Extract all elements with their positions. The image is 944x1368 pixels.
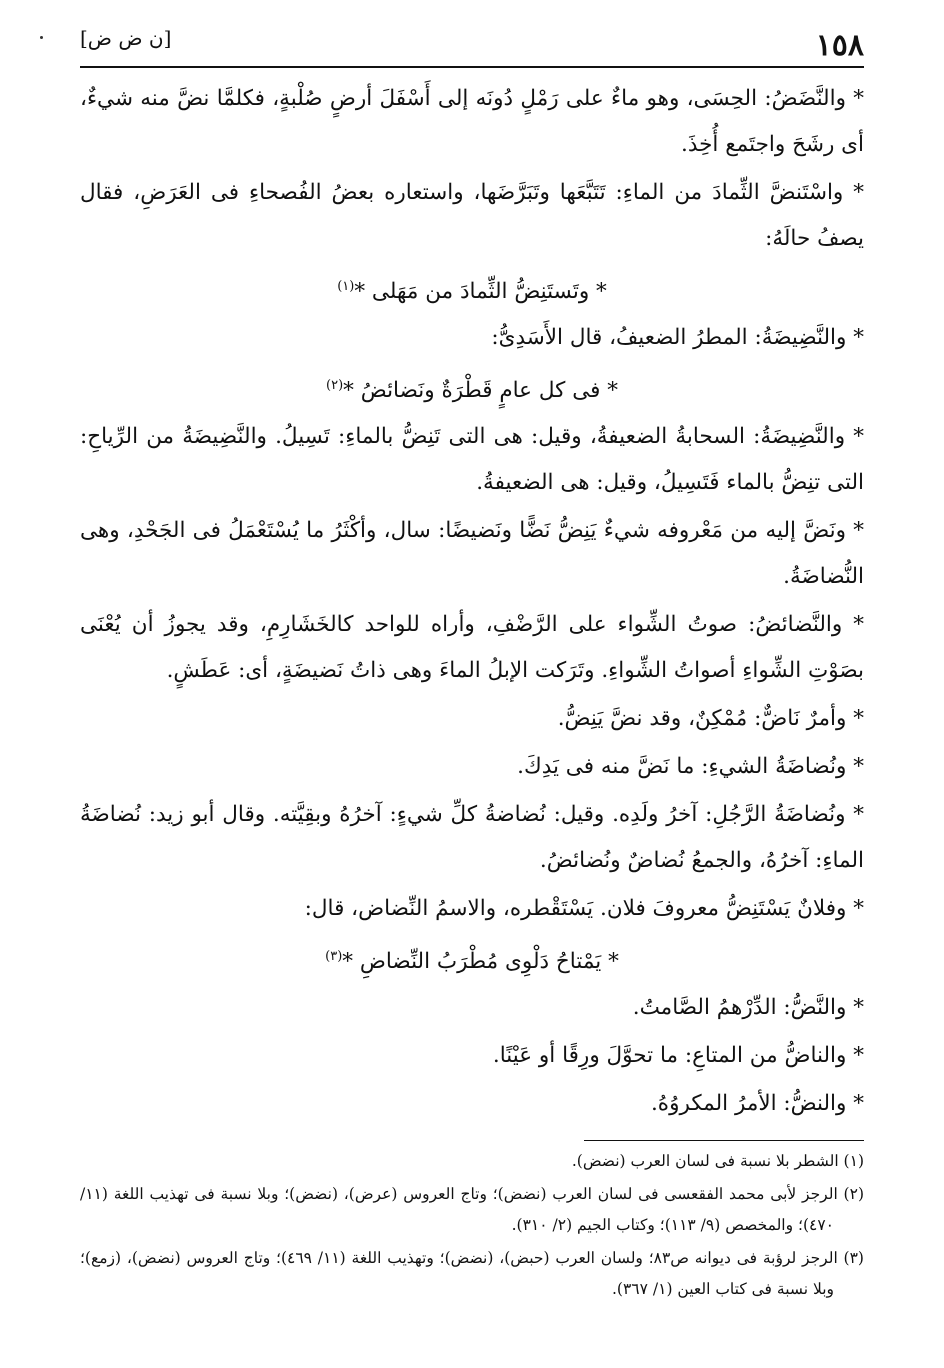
main-text bbox=[80, 76, 864, 1129]
header-divider bbox=[80, 66, 864, 68]
verse-text: * يَمْتاحُ دَلْوِى مُطْرَبُ النِّضاضِ * bbox=[342, 949, 619, 975]
entry-nadad: * والنَّضَضُ: الحِسَى، وهو ماءٌ على رَمْلٍ دُونَه إلى أَسْفَلَ أرضٍ صُلْبةٍ، فكلمَّا نضَّ منه شيءٌ، أى رشَحَ واجتَمع أُخِذَ. bbox=[80, 86, 864, 157]
footnote: (٣) الرجز لرؤبة فى ديوانه ص٨٣؛ ولسان العرب (حبض)، (نضض)؛ وتهذيب اللغة (١١/ ٤٦٩)؛ وتاج العروس (نضض)، (زمع)؛ وبلا نسبة فى كتاب العين (١/ ٣٦٧). bbox=[80, 1249, 864, 1298]
footnote: (٢) الرجز لأبى محمد الفقعسى فى لسان العرب (نضض)؛ وتاج العروس (عرض)، (نضض)؛ وبلا نسبة فى تهذيب اللغة (١١/ ٤٧٠)؛ والمخصص (٩/ ١١٣)؛ وكتاب الجيم (٢/ ٣١٠). bbox=[80, 1185, 864, 1234]
verse-text: * وتَستَنِضُّ الثِّمادَ من مَهَلى * bbox=[354, 279, 607, 305]
entry-nadida-cloud: * والنَّضِيضَةُ: السحابةُ الضعيفةُ، وقيل: هى التى تَنِضُّ بالماءِ: تَسِيلُ. والنَّضِيضَةُ من الرِّياحِ: التى تنِضُّ بالماء فَتَسِيلُ، وقيل: هى الضعيفةُ. bbox=[80, 424, 864, 496]
footnotes bbox=[80, 1146, 864, 1307]
verse-text: * فى كل عامٍ قَطْرَةٌ ونَضائضُ * bbox=[343, 378, 618, 404]
footnote: (١) الشطر بلا نسبة فى لسان العرب (نضض). bbox=[571, 1152, 864, 1170]
entry-nudada-shay: * ونُضاضَةُ الشيءِ: ما نَضَّ منه فى يَدِكَ. bbox=[517, 754, 864, 780]
verse-line bbox=[80, 934, 864, 985]
entry-nadaid: * والنَّضائضُ: صوتُ الشِّواء على الرَّضْفِ، وأراه للواحد كالخَشَارِمِ، وقد يجوزُ أن يُعْنَى بصَوْتِ الشِّواءِ أصواتُ الشِّواءِ. وتَرَكت الإبلُ الماءَ وهى ذاتُ نَضيضَةٍ، أى: عَطَشٍ. bbox=[80, 612, 864, 684]
entry-nadd-mata: * والناضُّ من المتاعِ: ما تحوَّلَ ورِقًا أو عَيْنًا. bbox=[492, 1043, 864, 1069]
footnote-divider bbox=[584, 1140, 864, 1141]
entry-yastanidd: * وفلانٌ يَسْتَنِضُّ معروفَ فلان. يَسْتَقْطره، والاسمُ النِّضاض، قال: bbox=[304, 896, 864, 922]
entry-nadda: * ونَضَّ إليه من مَعْروفه شيءٌ يَنِضُّ نَضًّا ونَضيضًا: سال، وأكْثَرُ ما يُسْتَعْمَلُ فى الجَحْدِ، وهى النُّضاضَةُ. bbox=[80, 518, 864, 590]
margin-mark bbox=[40, 36, 43, 39]
entry-nadida-rain: * والنَّضِيضَةُ: المطرُ الضعيفُ، قال الأَسَدِىُّ: bbox=[491, 325, 864, 351]
verse-line bbox=[80, 363, 864, 414]
page-header bbox=[80, 22, 864, 62]
entry-nadd-amr: * وأمرٌ نَاضٌّ: مُمْكِنٌ، وقد نضَّ يَنِضُّ. bbox=[557, 706, 864, 732]
entry-nudada-rajul: * ونُضاضَةُ الرَّجُلِ: آخرُ ولَدِه. وقيل: نُضاضةُ كلِّ شيءٍ: آخرُهُ وبقِيَّته. وقال أبو زيد: نُضاضَةُ الماءِ: آخرُهُ، والجمعُ نُضاضٌ ونُضائضُ. bbox=[80, 802, 864, 874]
root-heading: [ن ض ض] bbox=[80, 26, 172, 50]
footnote-ref: (١) bbox=[337, 279, 355, 294]
footnote-ref: (٢) bbox=[326, 378, 344, 394]
footnote-ref: (٣) bbox=[325, 949, 343, 965]
entry-nadd-dirham: * والنَّضُّ: الدِّرْهمُ الصَّامتُ. bbox=[632, 995, 864, 1021]
verse-line bbox=[80, 264, 864, 315]
entry-istanadda: * واسْتَنضَّ الثِّمادَ من الماءِ: تَتَبَّعَها وتَبَرَّضَها، واستعاره بعضُ الفُصحاءِ فى العَرَضِ، فقال يصفُ حالَهُ: bbox=[80, 180, 864, 251]
entry-nadd-amr-makruh: * والنضُّ: الأمرُ المكروُهُ. bbox=[650, 1091, 864, 1117]
page-number: ١٥٨ bbox=[815, 28, 864, 63]
